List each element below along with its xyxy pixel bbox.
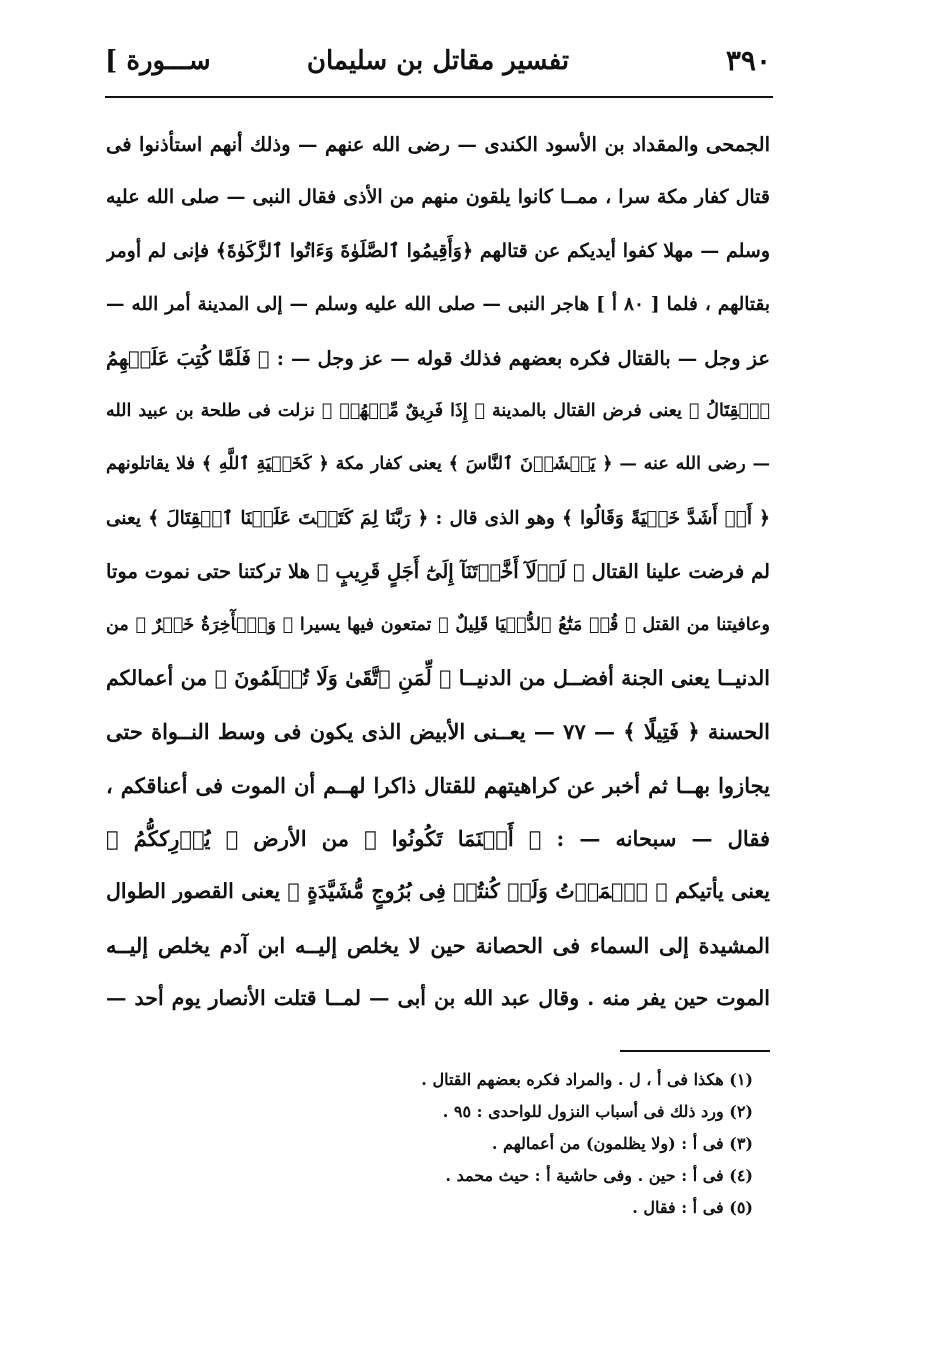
text-line: قتال كفار مكة سرا ، ممــا كانوا يلقون منهم من الأذى فقال النبى — صلى الله عليه [106,186,770,209]
main-text [106,118,770,1026]
header-divider [105,96,773,98]
footnote: (٢) ورد ذلك فى أسباب النزول للواحدى : ٩٥ . [442,1102,753,1121]
text-line: وسلم — مهلا كفوا أيديكم عن قتالهم ﴿وَأَقِيمُوا ٱلصَّلَوٰةَ وَءَاتُوا ٱلزَّكَوٰةَ﴾ فإنى لم أومر [106,239,770,262]
footnote: (٤) فى أ : حين . وفى حاشية أ : حيث محمد . [445,1166,753,1185]
text-line: الجمحى والمقداد بن الأسود الكندى — رضى الله عنهم — وذلك أنهم استأذنوا فى [106,133,770,156]
text-line: يجازوا بهــا ثم أخبر عن كراهيتهم للقتال ذاكرا لهــم أن الموت فى أعناقكم ، [106,772,770,798]
text-line: يعنى يأتيكم ﴿ ٱلۡمَوۡتُ وَلَوۡ كُنتُمۡ فِى بُرُوجٍ مُّشَيَّدَةٍ ﴾ يعنى القصور الطوال [106,879,770,904]
text-line: المشيدة إلى السماء فى الحصانة حين لا يخلص إليــه ابن آدم يخلص إليــه [106,932,770,958]
page-number: ٣٩٠ [725,44,771,77]
text-line: فقال — سبحانه — : ﴿ أَيۡنَمَا تَكُونُوا ﴾ من الأرض ﴿ يُدۡرِككُّمُ ﴾ [106,826,770,852]
text-line: عز وجل — بالقتال فكره بعضهم فذلك قوله — عز وجل — : ﴿ فَلَمَّا كُتِبَ عَلَيۡهِمُ [106,346,770,370]
text-line: ﴿ أَوۡ أَشَدَّ خَشۡيَةً وَقَالُوا ﴾ وهو الذى قال : ﴿ رَبَّنَا لِمَ كَتَبۡتَ عَلَيۡنَا ٱلۡقِتَالَ ﴾ يعنى [106,507,770,529]
footnote-divider [620,1050,770,1052]
text-line: — رضى الله عنه — ﴿ يَخۡشَوۡنَ ٱلنَّاسَ ﴾ يعنى كفار مكة ﴿ كَخَشۡيَةِ ٱللَّهِ ﴾ فلا يقاتلونهم [106,454,770,475]
footnote: (٥) فى أ : فقال . [632,1198,753,1217]
running-header [105,40,771,90]
text-line: ٱلۡقِتَالُ ﴾ يعنى فرض القتال بالمدينة ﴿ إِذَا فَرِيقٌ مِّنۡهُمۡ ﴾ نزلت فى طلحة بن عبيد الله [106,400,770,421]
book-title: تفسير مقاتل بن سليمان [306,46,570,76]
text-line: وعافيتنا من القتل ﴿ قُلۡ مَتَٰعُ ٱلدُّنۡيَا قَلِيلٌ ﴾ تمتعون فيها يسيرا ﴿ وَٱلۡأٓخِرَةُ خَيۡرٌ ﴾ من [106,614,770,635]
footnote: (٣) فى أ : (ولا يظلمون) من أعمالهم . [491,1134,753,1153]
footnotes [193,1064,753,1224]
text-line: لم فرضت علينا القتال ﴿ لَوۡلَآ أَخَّرۡتَنَآ إِلَىٰٓ أَجَلٍ قَرِيبٍ ﴾ هلا تركتنا حتى نموت موتا [106,560,770,584]
text-line: بقتالهم ، فلما [ ٨٠ أ ] هاجر النبى — صلى الله عليه وسلم — إلى المدينة أمر الله — [106,294,770,316]
footnote: (١) هكذا فى أ ، ل . والمراد فكره بعضهم القتال . [421,1070,753,1089]
text-line: الدنيــا يعنى الجنة أفضــل من الدنيــا ﴿ لِّمَنِ ٱتَّقَىٰ وَلَا تُظۡلَمُونَ ﴾ من أعمالكم [106,665,770,690]
text-line: الموت حين يفر منه . وقال عبد الله بن أبى — لمــا قتلت الأنصار يوم أحد — [106,986,770,1011]
text-line: الحسنة ﴿ فَتِيلًا ﴾ — ٧٧ — يعــنى الأبيض الذى يكون فى وسط النــواة حتى [106,719,770,745]
surah-label: [ ســـورة [105,46,211,76]
